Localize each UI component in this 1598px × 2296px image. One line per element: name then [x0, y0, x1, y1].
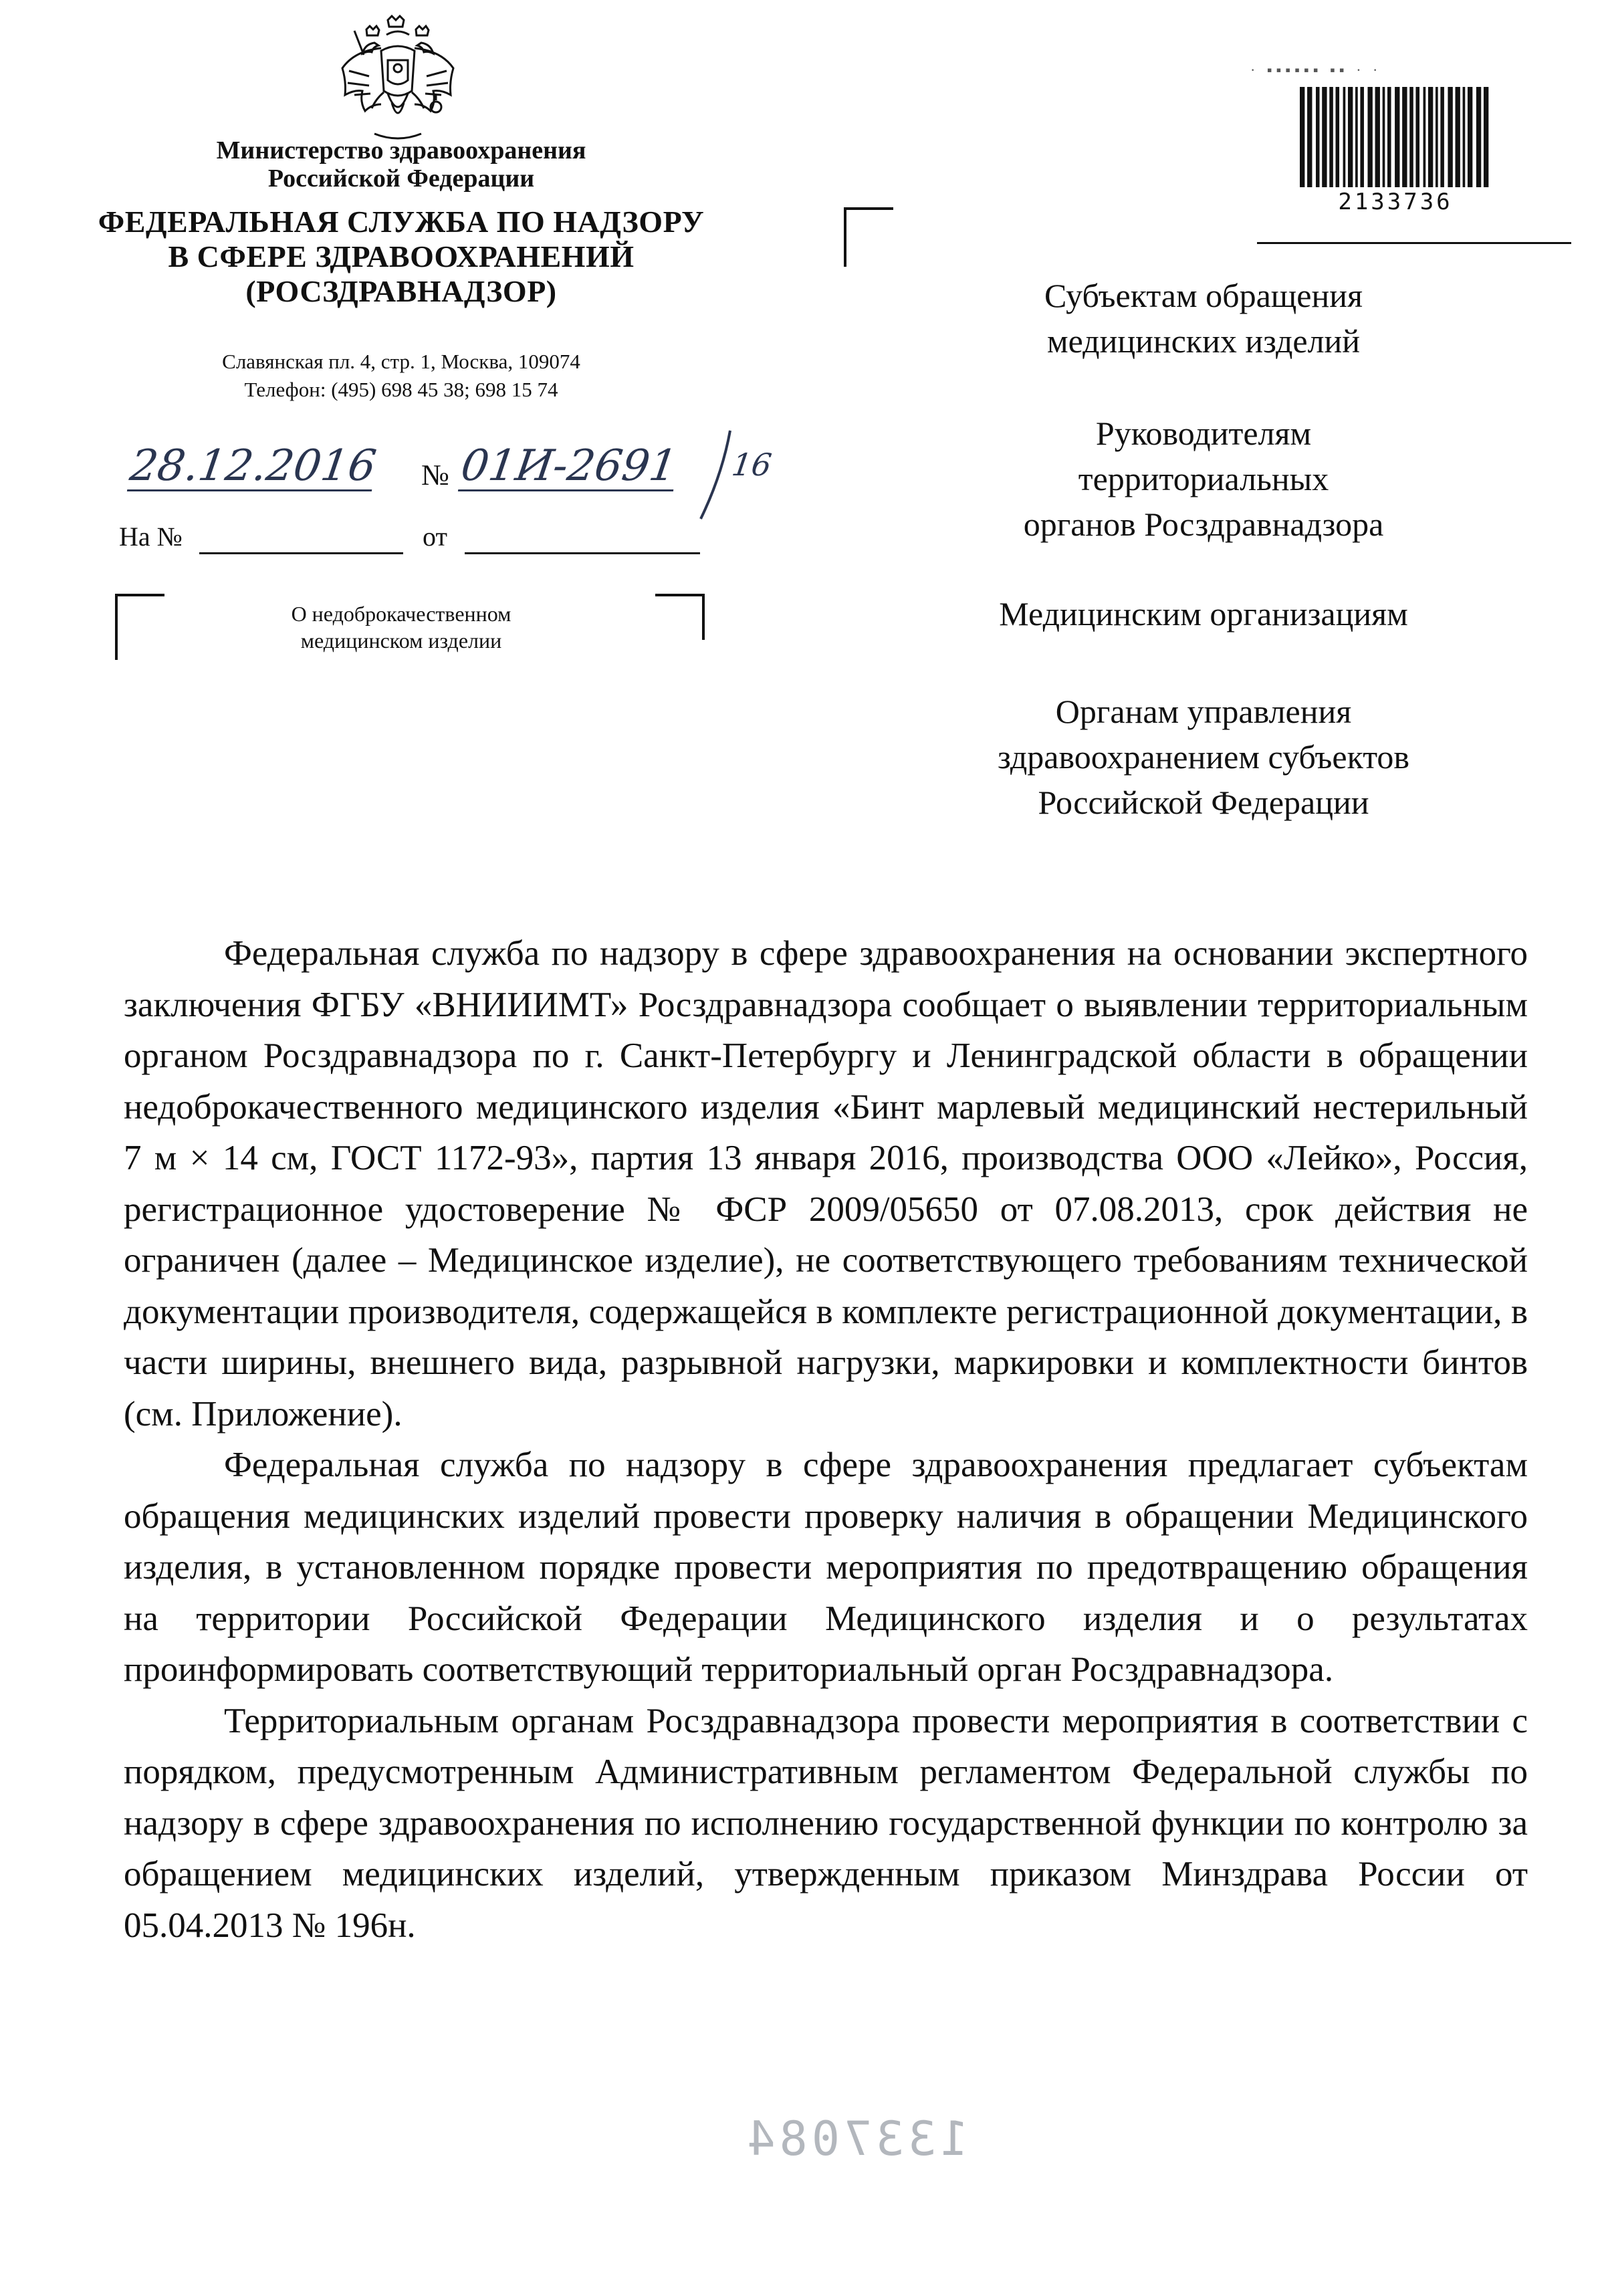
barcode-bar — [1415, 87, 1419, 187]
number-slash — [695, 428, 735, 522]
addressee-1-line: медицинских изделий — [1046, 322, 1361, 360]
addressee-corner-left — [844, 207, 893, 267]
service-name — [80, 205, 722, 309]
body-paragraph-3: Территориальным органам Росздравнадзора провести мероприятия в соответствии с порядком, предусмотренным Административным регламентом Федеральной службы по надзору в сфере здравоохранения по исполнению государственной функции по контролю за обращением медицинских изделий, утвержденным приказом Минздрава России от 05.04.2013 № 196н. — [124, 1701, 1528, 1945]
addressee-4-line: здравоохранением субъектов — [997, 738, 1410, 776]
barcode-bar — [1387, 87, 1391, 187]
ministry-line-2: Российской Федерации — [267, 164, 535, 193]
addressee-3-line: Медицинским организациям — [999, 595, 1408, 633]
barcode-bar — [1336, 87, 1340, 187]
number-sign: № — [421, 459, 449, 491]
service-phone: Телефон: (495) 698 45 38; 698 15 74 — [244, 378, 558, 401]
barcode-bar — [1448, 87, 1452, 187]
service-line-2: В СФЕРЕ ЗДРАВООХРАНЕНИЙ — [168, 239, 635, 273]
ministry-name — [167, 136, 635, 193]
addressee-2-line: территориальных — [1078, 460, 1329, 497]
barcode-bar — [1463, 87, 1466, 187]
addressee-2-line: Руководителям — [1095, 415, 1312, 452]
barcode-bar — [1322, 87, 1327, 187]
subject-line-2: медицинском изделии — [300, 628, 502, 653]
barcode-bar — [1360, 87, 1364, 187]
barcode-bar — [1329, 87, 1333, 187]
addressee-4-line: Российской Федерации — [1038, 784, 1369, 821]
addressee-2 — [906, 411, 1501, 547]
barcode-bar — [1355, 87, 1358, 187]
reference-number-label: На № — [119, 522, 183, 552]
barcode-bar — [1316, 87, 1320, 187]
barcode-bar — [1409, 87, 1413, 187]
subject-corner-left — [115, 594, 164, 660]
barcode-bar — [1428, 87, 1433, 187]
barcode-icon — [1298, 87, 1492, 187]
addressee-1-line: Субъектам обращения — [1044, 277, 1363, 314]
addressee-1 — [906, 273, 1501, 364]
barcode-bar — [1436, 87, 1438, 187]
state-emblem-icon — [334, 15, 461, 145]
reference-number-blank — [199, 552, 403, 554]
addressee-2-line: органов Росздравнадзора — [1023, 505, 1384, 543]
barcode-bar — [1300, 87, 1304, 187]
barcode-bar — [1343, 87, 1346, 187]
subject-line-1: О недоброкачественном — [291, 602, 511, 626]
addressee-4 — [906, 689, 1501, 825]
barcode-bar — [1476, 87, 1481, 187]
barcode-bar — [1375, 87, 1380, 187]
barcode-bar — [1348, 87, 1353, 187]
barcode-bar — [1423, 87, 1426, 187]
handwritten-number-suffix: 16 — [729, 447, 774, 483]
body-paragraph-1: Федеральная служба по надзору в сфере здравоохранения на основании экспертного заключения ФГБУ «ВНИИИМТ» Росздравнадзора сообщает о выявлении территориальным органом Росздравнадзора по г. Санкт-Петербургу и Ленинградской области в обращении недоброкачественного медицинского изделия «Бинт марлевый медицинский нестерильный 7 м × 14 см, ГОСТ 1172-93», партия 13 января 2016, производства ООО «Лейко», Россия, регистрационное удостоверение № ФСР 2009/05650 от 07.08.2013, срок действия не ограничен (далее – Медицинское изделие), не соответствующего требованиям технической документации производителя, содержащейся в комплекте регистрационной документации, в части ширины, внешнего вида, разрывной нагрузки, маркировки и комплектности бинтов (см. Приложение). — [124, 934, 1528, 1433]
barcode-bar — [1402, 87, 1407, 187]
handwritten-date: 28.12.2016 — [127, 441, 379, 491]
service-line-3: (РОСЗДРАВНАДЗОР) — [245, 274, 557, 308]
barcode-bar — [1484, 87, 1488, 187]
letter-subject — [214, 600, 588, 654]
scan-specks: · ▪▪▪▪▪▪ ▪▪ · · — [1250, 62, 1382, 78]
barcode-bar — [1383, 87, 1385, 187]
reference-date-label: от — [423, 522, 447, 552]
barcode-bar — [1307, 87, 1312, 187]
barcode-bar — [1367, 87, 1372, 187]
service-address: Славянская пл. 4, стр. 1, Москва, 109074 — [222, 350, 580, 373]
subject-corner-right — [655, 594, 705, 640]
reference-date-blank — [465, 552, 700, 554]
barcode-number: 2133736 — [1338, 189, 1453, 215]
service-line-1: ФЕДЕРАЛЬНАЯ СЛУЖБА ПО НАДЗОРУ — [98, 205, 705, 239]
addressee-3 — [906, 591, 1501, 637]
barcode-bar — [1395, 87, 1399, 187]
inventory-number: 1337084 — [743, 2111, 969, 2166]
service-contacts — [120, 348, 682, 404]
ministry-line-1: Министерство здравоохранения — [216, 136, 586, 164]
body-paragraph-2: Федеральная служба по надзору в сфере здравоохранения предлагает субъектам обращения медицинских изделий провести проверку наличия в обращении Медицинского изделия, в установленном порядке провести мероприятия по предотвращению обращения на территории Российской Федерации Медицинского изделия и о результатах проинформировать соответствующий территориальный орган Росздравнадзора. — [124, 1446, 1528, 1689]
addressee-4-line: Органам управления — [1055, 693, 1352, 730]
addressee-rule — [1257, 242, 1571, 244]
barcode-bar — [1440, 87, 1444, 187]
barcode-bar — [1468, 87, 1472, 187]
letter-body — [124, 928, 1528, 1951]
handwritten-number: 01И-2691 — [458, 441, 681, 491]
barcode-bar — [1455, 87, 1460, 187]
